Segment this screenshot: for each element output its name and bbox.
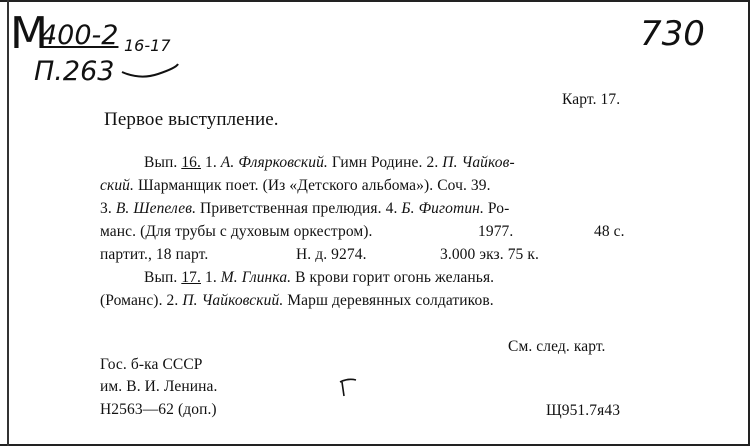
pen-mark bbox=[336, 376, 360, 400]
entry17-line2 bbox=[100, 292, 494, 310]
issue-range: 16-17 bbox=[124, 36, 171, 55]
entry16-line3 bbox=[100, 200, 509, 218]
shelf-code: 400-2 bbox=[40, 20, 119, 51]
entry17-line1 bbox=[144, 269, 494, 287]
item-number: 3. bbox=[100, 200, 112, 217]
issue-label: Вып. bbox=[144, 269, 178, 286]
issue-number: 16. bbox=[181, 154, 201, 171]
handwritten-underline bbox=[120, 60, 180, 80]
entry16-line2 bbox=[100, 177, 491, 195]
item-number: 2. bbox=[166, 292, 179, 309]
author: М. Глинка. bbox=[220, 269, 292, 286]
shelf-letter: М bbox=[10, 8, 48, 59]
work-title: (Романс). bbox=[100, 292, 163, 309]
author: П. Чайков- bbox=[442, 154, 515, 171]
item-number: 1. bbox=[204, 269, 217, 286]
page-count: 48 с. bbox=[594, 223, 625, 240]
item-number: 1. bbox=[204, 154, 217, 171]
author: Б. Фиготин. bbox=[401, 200, 484, 217]
publication-year: 1977. bbox=[478, 223, 514, 240]
card-print-code: Н2563—62 (доп.) bbox=[100, 401, 217, 418]
publisher-number: Н. д. 9274. bbox=[296, 246, 367, 263]
library-name: Гос. б-ка СССР bbox=[100, 356, 203, 373]
issue-label: Вып. bbox=[144, 154, 178, 171]
entry16-line1 bbox=[144, 154, 515, 172]
card-left-rule bbox=[7, 0, 9, 446]
author: ский. bbox=[100, 177, 135, 194]
work-title: В крови горит огонь желанья. bbox=[295, 269, 495, 286]
entry16-line4 bbox=[100, 223, 373, 241]
classification-code: Щ951.7я43 bbox=[546, 402, 621, 419]
work-title: Приветственная прелюдия. 4. bbox=[200, 200, 398, 217]
work-title: манс. (Для трубы с духовым оркестром). bbox=[100, 223, 373, 240]
print-run-price: 3.000 экз. 75 к. bbox=[440, 246, 539, 263]
shelf-sub: П.263 bbox=[34, 56, 115, 87]
see-next-card: См. след. карт. bbox=[508, 338, 606, 355]
issue-number: 17. bbox=[181, 269, 201, 286]
author: П. Чайковский. bbox=[182, 292, 284, 309]
card-title: Первое выступление. bbox=[104, 109, 279, 130]
inventory-number: 730 bbox=[640, 14, 705, 54]
work-title: Марш деревянных солдатиков. bbox=[287, 292, 494, 309]
work-title: Гимн Родине. 2. bbox=[331, 154, 439, 171]
author: В. Шепелев. bbox=[115, 200, 197, 217]
work-title: Шарманщик поет. (Из «Детского альбома»). Соч. 39. bbox=[138, 177, 491, 194]
author: А. Флярковский. bbox=[220, 154, 328, 171]
parts-info: партит., 18 парт. bbox=[100, 246, 209, 263]
card-number: Карт. 17. bbox=[562, 91, 621, 108]
work-title: Ро- bbox=[487, 200, 510, 217]
library-name-2: им. В. И. Ленина. bbox=[100, 378, 218, 395]
